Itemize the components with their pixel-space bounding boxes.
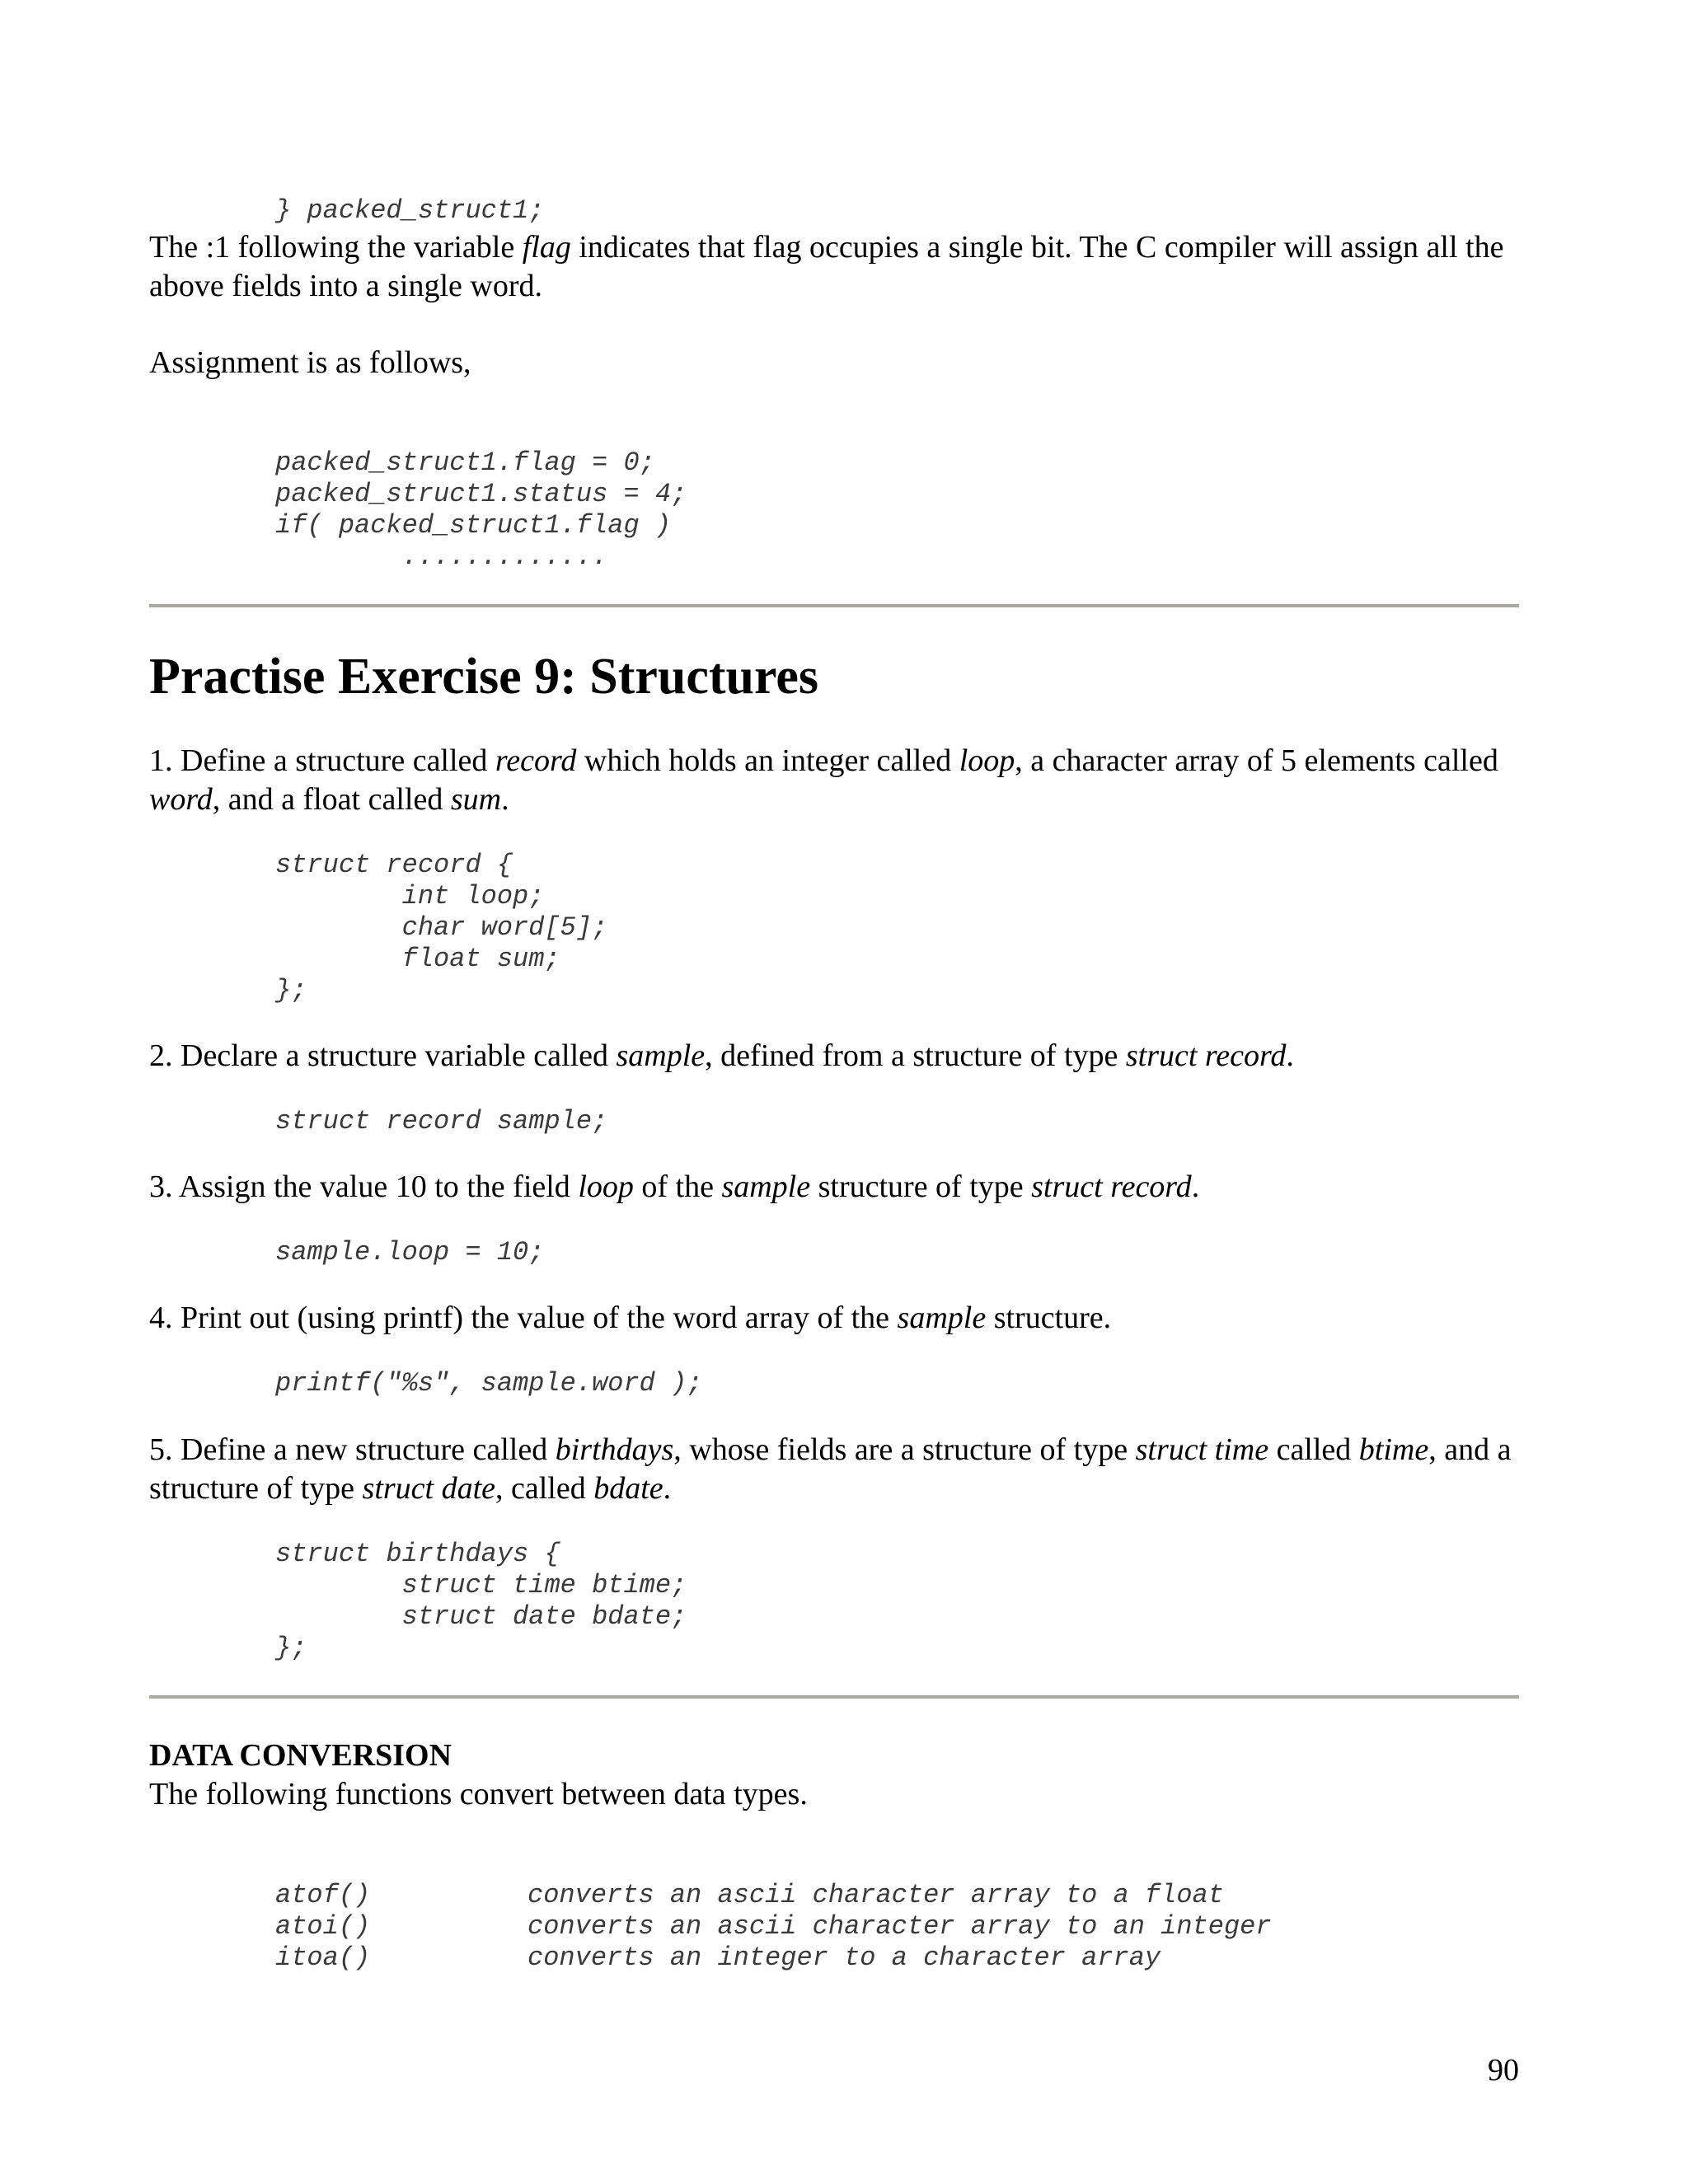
function-name: itoa() — [275, 1943, 371, 1973]
function-name: atof() — [275, 1880, 371, 1910]
page-number: 90 — [1488, 2053, 1519, 2088]
question-1: 1. Define a structure called record which holds an integer called loop, a character array of 5 elements called word, and a float called sum. — [149, 743, 1498, 817]
assignment-code: packed_struct1.flag = 0; packed_struct1.status = 4; if( packed_struct1.flag ) ............. — [275, 448, 687, 572]
question-3: 3. Assign the value 10 to the field loop of the sample structure of type struct record. — [149, 1169, 1200, 1204]
data-conversion-intro: The following functions convert between data types. — [149, 1777, 808, 1811]
question-5-code: struct birthdays { struct time btime; struct date bdate; }; — [275, 1539, 687, 1663]
section-divider — [149, 1695, 1519, 1699]
question-4-code: printf("%s", sample.word ); — [275, 1368, 703, 1399]
data-conversion-heading: DATA CONVERSION — [149, 1738, 452, 1773]
conversion-function-row — [275, 1880, 1224, 1911]
flag-term: flag — [522, 230, 571, 265]
question-3-code: sample.loop = 10; — [275, 1237, 545, 1268]
function-description: converts an ascii character array to a float — [528, 1880, 1224, 1910]
conversion-function-row — [275, 1943, 1160, 1974]
question-2: 2. Declare a structure variable called sample, defined from a structure of type struct record. — [149, 1038, 1294, 1073]
question-5: 5. Define a new structure called birthdays, whose fields are a structure of type struct time called btime, and a structure of type struct date, called bdate. — [149, 1432, 1512, 1506]
question-4: 4. Print out (using printf) the value of the word array of the sample structure. — [149, 1301, 1112, 1335]
section-divider — [149, 604, 1519, 607]
exercise-title: Practise Exercise 9: Structures — [149, 649, 819, 705]
code-closing-line: } packed_struct1; — [275, 195, 545, 226]
question-2-code: struct record sample; — [275, 1106, 608, 1137]
bitfield-explanation: The :1 following the variable flag indicates that flag occupies a single bit. The C compiler will assign all the above fields into a single word. — [149, 230, 1504, 303]
function-name: atoi() — [275, 1911, 371, 1942]
conversion-function-row — [275, 1911, 1272, 1943]
function-description: converts an ascii character array to an integer — [528, 1911, 1272, 1942]
function-description: converts an integer to a character array — [528, 1943, 1161, 1973]
assignment-intro: Assignment is as follows, — [149, 345, 471, 380]
question-1-code: struct record { int loop; char word[5]; float sum; }; — [275, 850, 608, 1005]
